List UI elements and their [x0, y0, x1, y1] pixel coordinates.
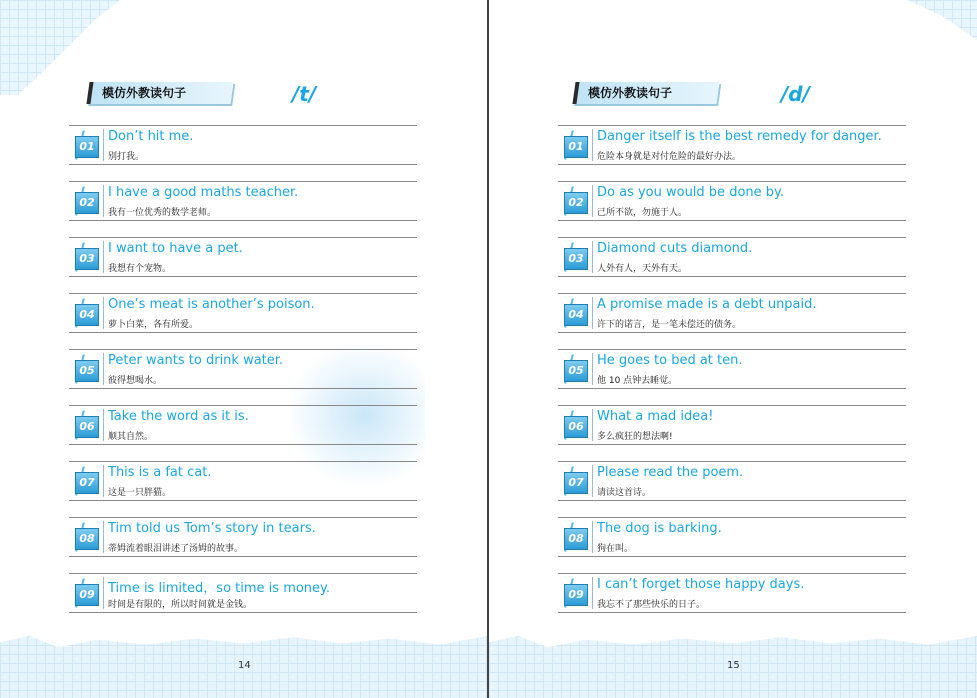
item-number: 07 — [564, 472, 588, 494]
english-sentence: I want to have a pet. — [108, 241, 243, 256]
number-badge-icon — [71, 298, 101, 328]
english-sentence: A promise made is a debt unpaid. — [597, 297, 817, 312]
number-badge-icon — [71, 578, 101, 608]
sentence-item — [558, 293, 906, 333]
item-number: 04 — [564, 304, 588, 326]
chinese-translation: 我想有个宠物。 — [108, 264, 172, 274]
phonetic-symbol: /t/ — [292, 82, 317, 106]
english-sentence: Do as you would be done by. — [597, 185, 784, 200]
section-header-tag — [572, 82, 719, 104]
number-badge-icon — [71, 186, 101, 216]
left-page — [0, 0, 488, 698]
number-badge-icon — [560, 578, 590, 608]
sentence-item — [69, 461, 417, 501]
english-sentence: Take the word as it is. — [108, 409, 249, 424]
sentence-item — [69, 181, 417, 221]
item-number: 06 — [75, 416, 99, 438]
grid-decoration — [0, 0, 120, 95]
item-number: 04 — [75, 304, 99, 326]
english-sentence: Don’t hit me. — [108, 129, 194, 144]
english-sentence: Please read the poem. — [597, 465, 744, 480]
phonetic-symbol: /d/ — [781, 82, 810, 106]
english-sentence: Diamond cuts diamond. — [597, 241, 753, 256]
chinese-translation: 许下的诺言，是一笔未偿还的债务。 — [597, 320, 742, 330]
chinese-translation: 他 10 点钟去睡觉。 — [597, 376, 678, 386]
item-number: 02 — [564, 192, 588, 214]
sentence-item — [558, 461, 906, 501]
number-badge-icon — [71, 354, 101, 384]
sentence-item — [558, 517, 906, 557]
item-number: 03 — [75, 248, 99, 270]
chinese-translation: 顺其自然。 — [108, 432, 154, 442]
item-number: 03 — [564, 248, 588, 270]
item-number: 06 — [564, 416, 588, 438]
number-badge-icon — [71, 130, 101, 160]
number-badge-icon — [560, 298, 590, 328]
chinese-translation: 彼得想喝水。 — [108, 376, 163, 386]
section-header: 模仿外教读句子 — [102, 86, 187, 100]
sentence-list — [558, 125, 906, 629]
sentence-item — [69, 573, 417, 613]
item-number: 07 — [75, 472, 99, 494]
chinese-translation: 多么疯狂的想法啊! — [597, 432, 673, 442]
chinese-translation: 蒂姆流着眼泪讲述了汤姆的故事。 — [108, 544, 244, 554]
sentence-item — [558, 405, 906, 445]
number-badge-icon — [560, 466, 590, 496]
chinese-translation: 我有一位优秀的数学老师。 — [108, 208, 217, 218]
page-number: 14 — [238, 660, 251, 671]
chinese-translation: 萝卜白菜，各有所爱。 — [108, 320, 199, 330]
english-sentence: The dog is barking. — [597, 521, 722, 536]
number-badge-icon — [560, 242, 590, 272]
page-number: 15 — [727, 660, 740, 671]
chinese-translation: 狗在叫。 — [597, 544, 634, 554]
chinese-translation: 这是一只胖猫。 — [108, 488, 172, 498]
sentence-item — [558, 125, 906, 165]
number-badge-icon — [560, 354, 590, 384]
english-sentence: I can’t forget those happy days. — [597, 577, 805, 592]
chinese-translation: 时间是有限的，所以时间就是金钱。 — [108, 600, 253, 610]
sentence-item — [558, 237, 906, 277]
english-sentence: What a mad idea! — [597, 409, 714, 424]
number-badge-icon — [71, 410, 101, 440]
sentence-item — [558, 573, 906, 613]
item-number: 01 — [564, 136, 588, 158]
english-sentence: Danger itself is the best remedy for danger. — [597, 129, 882, 144]
sentence-item — [69, 349, 417, 389]
english-sentence: He goes to bed at ten. — [597, 353, 743, 368]
number-badge-icon — [560, 522, 590, 552]
sentence-item — [69, 237, 417, 277]
number-badge-icon — [560, 130, 590, 160]
english-sentence: Tim told us Tom’s story in tears. — [108, 521, 316, 536]
chinese-translation: 请读这首诗。 — [597, 488, 652, 498]
item-number: 01 — [75, 136, 99, 158]
english-sentence: Time is limited，so time is money. — [108, 581, 331, 596]
english-sentence: One’s meat is another’s poison. — [108, 297, 315, 312]
item-number: 05 — [564, 360, 588, 382]
chinese-translation: 己所不欲，勿施于人。 — [597, 208, 688, 218]
sentence-list — [69, 125, 417, 629]
number-badge-icon — [71, 466, 101, 496]
sentence-item — [558, 349, 906, 389]
number-badge-icon — [560, 410, 590, 440]
number-badge-icon — [560, 186, 590, 216]
chinese-translation: 人外有人，天外有天。 — [597, 264, 688, 274]
sentence-item — [558, 181, 906, 221]
grid-decoration — [907, 0, 977, 40]
section-header: 模仿外教读句子 — [588, 86, 673, 100]
english-sentence: This is a fat cat. — [108, 465, 212, 480]
sentence-item — [69, 125, 417, 165]
sentence-item — [69, 405, 417, 445]
item-number: 02 — [75, 192, 99, 214]
item-number: 09 — [75, 584, 99, 606]
right-page — [489, 0, 977, 698]
sentence-item — [69, 293, 417, 333]
chinese-translation: 别打我。 — [108, 152, 145, 162]
number-badge-icon — [71, 242, 101, 272]
english-sentence: I have a good maths teacher. — [108, 185, 299, 200]
item-number: 05 — [75, 360, 99, 382]
english-sentence: Peter wants to drink water. — [108, 353, 284, 368]
item-number: 08 — [75, 528, 99, 550]
sentence-item — [69, 517, 417, 557]
item-number: 09 — [564, 584, 588, 606]
section-header-tag — [86, 82, 233, 104]
chinese-translation: 危险本身就是对付危险的最好办法。 — [597, 152, 742, 162]
chinese-translation: 我忘不了那些快乐的日子。 — [597, 600, 706, 610]
number-badge-icon — [71, 522, 101, 552]
item-number: 08 — [564, 528, 588, 550]
